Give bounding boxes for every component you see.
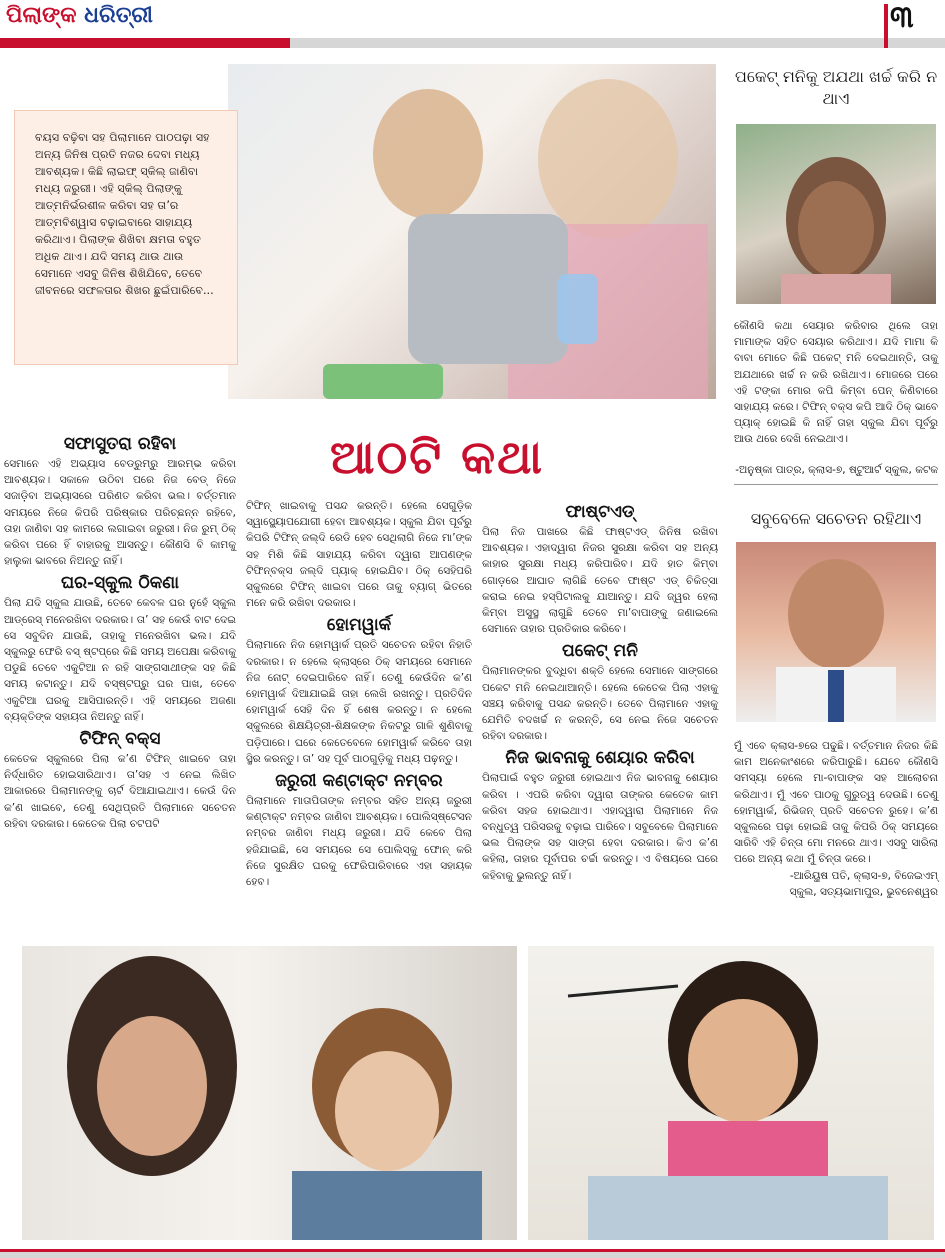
main-title: ଆଠଟି କଥା: [330, 430, 544, 484]
sidebar-2-body: ମୁଁ ଏବେ କ୍ଲାସ-୭ରେ ପଢୁଛି। ବର୍ତ୍ତମାନ ନିଜର କିଛି କାମ ଅନେକାଂଶରେ କରିପାରୁଛି। ଯେବେ କୌଣସି ସମସ୍ୟା ହେଲେ ମା-ବାପାଙ୍କ ସହ ଆଲୋଚନା କରିଥାଏ। ମୁଁ ଏବେ ପାଠକୁ ଗୁରୁତ୍ୱ ଦେଉଛି। ତେଣୁ ହୋମୱାର୍କ, ରିଭିଜନ୍ ପ୍ରତି ସଚେତନ ରୁହେ। କ’ଣ ସ୍କୁଲରେ ପଢ଼ା ହୋଇଛି ତାକୁ କିପରି ଠିକ୍ ସମୟରେ ସାରିବି ଏହି ଚିନ୍ତା ମୋ ମନରେ ଥାଏ। ଏସବୁ ସାରିଲା ପରେ ଅନ୍ୟ କଥା ମୁଁ ଚିନ୍ତା କରେ।: [734, 740, 938, 866]
bottom-photo-mother-son: [22, 946, 517, 1240]
sidebar-2-photo-illustration: [736, 542, 936, 722]
heading-home-school-address: ଘର-ସ୍କୁଲ ଠିକଣା: [60, 573, 180, 594]
column-3: [482, 498, 718, 884]
masthead-part1: ପିଲାଙ୍କ: [6, 2, 77, 28]
sidebar-1-body: କୌଣସି କଥା ସେୟାର କରିବାର ଥିଲେ ତାହା ମାମାଙ୍କ ସହିତ ସେୟାର କରିଥାଏ। ଯଦି ମାମା କି ବାବା ମୋତେ କିଛି ପକେଟ୍ ମନି ଦେଇଥାନ୍ତି, ତାକୁ ଅଯଥାରେ ଖର୍ଚ୍ଚ ନ କରି ରଖିଥାଏ। ମୋଜରେ ପରେ ଏହି ଟଙ୍କା ମୋର କପି କିମ୍ବା ପେନ୍ କିଣିବାରେ ସାହାଯ୍ୟ କରେ। ଟିଫିନ୍ ବକ୍ସ କପି ଆଦି ଠିକ୍ ଭାବେ ପ୍ୟାକ୍ ହୋଇଛି କି ନାହିଁ ତାହା ସ୍କୁଲ ଯିବା ପୂର୍ବରୁ ଆଉ ଥରେ ଦେଖି ନେଇଥାଏ।: [734, 320, 938, 446]
footer-accent-bar: [0, 1249, 945, 1252]
sidebar-1-photo-illustration: [736, 124, 936, 304]
heading-homework: ହୋମୱାର୍କ: [326, 615, 392, 636]
paragraph-home-school-address: ପିଲା ଯଦି ସ୍କୁଲ ଯାଉଛି, ତେବେ କେବଳ ଘର ନୁହେଁ ସ୍କୁଲ ଆଡ୍ରେସ୍ ମନେରଖିବା ଦରକାର। ତା’ ସହ କେଉଁ ବାଟ ଦେଇ ସେ ସବୁଦିନ ଯାଉଛି, ତାହାକୁ ମନେରଖିବା ଭଲ। ଯଦି ସ୍କୁଲରୁ ଫେରି ବସ୍ ଷ୍ଟପ୍‌ରେ କିଛି ସମୟ ଅପେକ୍ଷା କରିବାକୁ ପଡୁଛି ତେବେ ଏକୁଟିଆ ନ ରହି ସାଙ୍ଗସାଥୀଙ୍କ ସହ କିଛି ସମୟ କଟାନ୍ତୁ। ଯଦି ବସ୍‌ଷ୍ଟପ୍‌ରୁ ଘର ପାଖ, ତେବେ ଏକୁଟିଆ ଘରକୁ ଆସିପାରନ୍ତି। ଏହି ସମୟରେ ଅଜଣା ବ୍ୟକ୍ତିଙ୍କ ସହାୟତା ନିଅନ୍ତୁ ନାହିଁ।: [4, 597, 236, 723]
paragraph-tiffin-box: କେତେକ ସ୍କୁଲରେ ପିଲା କ’ଣ ଟିଫିନ୍ ଖାଇବେ ତାହା ନିର୍ଦ୍ଧାରିତ ହୋଇସାରିଥାଏ। ତା’ସହ ଏ ନେଇ ଲିଖିତ ଆକାରରେ ପିଲାମାନଙ୍କୁ ଚାର୍ଟ ଦିଆଯାଇଥାଏ। କେଉଁ ଦିନ କ’ଣ ଖାଇବେ, ତେଣୁ ସେଥିପ୍ରତି ପିଲାମାନେ ସଚେତନ ରହିବା ଦରକାର। କେତେକ ପିଲା ଚଟପଟି: [4, 753, 236, 830]
paragraph-homework: ପିଲାମାନେ ନିଜ ହୋମୱାର୍କ ପ୍ରତି ସଚେତନ ରହିବା ନିହାତି ଦରକାର। ନ ହେଲେ କ୍ଲାସ୍‌ରେ ଠିକ୍ ସମୟରେ ସେମାନେ ନିଜ ନୋଟ୍ ଦେଇପାରିବେ ନାହିଁ। ତେଣୁ କେଉଁଦିନ କ’ଣ ହୋମୱାର୍କ ଦିଆଯାଇଛି ତାହା ଲେଖି ରଖନ୍ତୁ। ପ୍ରତିଦିନ ହୋମୱାର୍କ ସେହି ଦିନ ହିଁ ଶେଷ କରନ୍ତୁ। ନ ହେଲେ ସ୍କୁଲରେ ଶିକ୍ଷୟିତ୍ରୀ-ଶିକ୍ଷକଙ୍କ ନିକଟରୁ ଗାଳି ଶୁଣିବାକୁ ପଡ଼ିପାରେ। ଘରେ କେତେବେଳେ ହୋମୱାର୍କ କରିବେ ତାହା ସ୍ଥିର କରନ୍ତୁ। ତା’ ସହ ପୂର୍ବ ପାଠଗୁଡ଼ିକୁ ମଧ୍ୟ ପଢ଼ନ୍ତୁ।: [246, 639, 472, 765]
sidebar-1-photo-girl: [736, 124, 936, 304]
bottom-photo-left-illustration: [22, 946, 517, 1240]
header-accent-bar: [0, 38, 290, 48]
heading-sharing-feelings: ନିଜ ଭାବନାକୁ ଶେୟାର କରିବା: [505, 748, 695, 769]
bottom-photo-girl-with-pencil: [528, 946, 934, 1240]
sidebar-1-signature: -ଅନୁଷ୍କା ପାତ୍ର, କ୍ଲାସ-୭, ଷ୍ଟୁଆର୍ଟ ସ୍କୁଲ, କଟକ: [735, 464, 938, 476]
column-2: [246, 498, 472, 890]
sidebar-2: [734, 508, 938, 530]
sidebar-1-heading: ପକେଟ୍ ମନିକୁ ଅଯଥା ଖର୍ଚ୍ଚ କରି ନ ଥାଏ: [734, 67, 938, 108]
page-number-rule: [884, 4, 888, 48]
intro-box: ବୟସ ବଢ଼ିବା ସହ ପିଲାମାନେ ପାଠପଢ଼ା ସହ ଅନ୍ୟ ଜିନିଷ ପ୍ରତି ନଜର ଦେବା ମଧ୍ୟ ଆବଶ୍ୟକ। କିଛି ଲାଇଫ୍ ସ୍କିଲ୍ ଜାଣିବା ମଧ୍ୟ ଜରୁରୀ। ଏହି ସ୍କିଲ୍ ପିଲାଙ୍କୁ ଆତ୍ମନିର୍ଭରଶୀଳ କରିବା ସହ ତା’ର ଆତ୍ମବିଶ୍ୱାସ ବଢ଼ାଇବାରେ ସାହାଯ୍ୟ କରିଥାଏ। ପିଲାଙ୍କ ଶିଖିବା କ୍ଷମତା ବହୁତ ଅଧିକ ଥାଏ। ଯଦି ସମୟ ଥାଉ ଥାଉ ସେମାନେ ଏସବୁ ଜିନିଷ ଶିଖିଯିବେ, ତେବେ ଜୀବନରେ ସଫଳତାର ଶିଖର ଛୁଇଁପାରିବେ...: [14, 110, 238, 365]
sidebar-2-signature-line1: -ଆରିୟୁଷ ପତି, କ୍ଲାସ-୭, ବିଜେଇଏମ୍: [789, 870, 938, 882]
sidebar-2-heading: ସବୁବେଳେ ସଚେତନ ରହିଥାଏ: [750, 509, 922, 528]
paragraph-pocket-money: ପିଲାମାନଙ୍କର ବୁଦ୍ଧିବା ଶକ୍ତି ହେଲେ ସେମାନେ ସାଙ୍ଗରେ ପକେଟ ମନି ନେଇଥାଆନ୍ତି। ହେଲେ କେତେକ ପିଲା ଏହାକୁ ସଞ୍ଚୟ କରିବାକୁ ପସନ୍ଦ କରନ୍ତି। ତେବେ ପିଲାମାନେ ଏହାକୁ ଯେମିତି ବଦଖର୍ଚ୍ଚ ନ କରନ୍ତି, ସେ ନେଇ ନିଜେ ସଚେତନ ରହିବା ଦରକାର।: [482, 665, 718, 743]
hero-photo-illustration: [228, 64, 716, 399]
heading-first-aid: ଫାଷ୍ଟଏଡ୍: [565, 502, 635, 522]
paragraph-sharing-feelings: ପିଲାପାଇଁ ବହୁତ ଜରୁରୀ ହୋଇଥାଏ ନିଜ ଭାବନାକୁ ଶେୟାର କରିବା । ଏପରି କରିବା ଦ୍ୱାରା ତାଙ୍କର କେତେକ କାମ କରିବା ସହଜ ହୋଇଥାଏ। ଏହାଦ୍ୱାରା ପିଲାମାନେ ନିଜ ବନ୍ଧୁତ୍ୱ ପରିସରକୁ ବଢ଼ାଇ ପାରିବେ। ସବୁବେଳେ ପିଲାମାନେ ଭଲ ପିଲାଙ୍କ ସହ ସାଙ୍ଗ ହେବା ଦରକାର। କିଏ କ’ଣ କହିଲା, ତାହାର ପୂର୍ବାପର ଚର୍ଚ୍ଚା କରନ୍ତୁ। ଏ ବିଷୟରେ ଘରେ କହିବାକୁ ଭୁଲନ୍ତୁ ନାହିଁ।: [482, 772, 718, 882]
sidebar-1: [734, 66, 938, 110]
paragraph-first-aid: ପିଲା ନିଜ ପାଖରେ କିଛି ଫାଷ୍ଟଏଡ୍ ଜିନିଷ ରଖିବା ଆବଶ୍ୟକ। ଏହାଦ୍ୱାରା ନିଜର ସୁରକ୍ଷା କରିବା ସହ ଅନ୍ୟ କାହାର ସୁରକ୍ଷା ମଧ୍ୟ କରିପାରିବ। ଯଦି ହାତ କିମ୍ବା ଗୋଡ଼ରେ ଆଘାତ ଲାଗିଛି ତେବେ ଫାଷ୍ଟ ଏଡ୍ ଚିକିତ୍ସା କରାଇ ନେଇ ହସ୍‌ପିଟାଲକୁ ଯାଆନ୍ତୁ। ଯଦି ଜ୍ୱର ହେଲା କିମ୍ବା ଅସୁସ୍ଥ ଲାଗୁଛି ତେବେ ମା’ବାପାଙ୍କୁ ଜଣାଇଲେ ସେମାନେ ତାହାର ପ୍ରତିକାର କରିବେ।: [482, 526, 718, 636]
sidebar-2-signature-line2: ସ୍କୁଲ, ସତ୍ୟଭାମାପୁର, ଭୁବନେଶ୍ୱର: [789, 886, 938, 898]
column-1: [4, 430, 236, 832]
paragraph-cleanliness: ସେମାନେ ଏହି ଅଭ୍ୟାସ ବେଡ୍‌ରୁମ୍‌ରୁ ଆରମ୍ଭ କରିବା ଆବଶ୍ୟକ। ସକାଳେ ଉଠିବା ପରେ ନିଜ ବେଡ୍ ନିଜେ ସଜାଡ଼ିବା ଅଭ୍ୟାସରେ ପରିଣତ କରିବା ଭଲ। ବର୍ତ୍ତମାନ ସମୟରେ ନିଜେ କିପରି ପରିଷ୍କାର ପରିଚ୍ଛନ୍ନ ରହିବେ, ତାହା ଜାଣିବା ସହ କାମରେ ଲଗାଇବା ଜରୁରୀ। ନିଜ ରୁମ୍ ଠିକ୍ କରିବା ପରେ ହିଁ ବାହାରକୁ ଆସନ୍ତୁ। କୌଣସି ବି କାମକୁ ହାଲୁକା ଭାବରେ ନିଅନ୍ତୁ ନାହିଁ।: [4, 458, 236, 568]
paragraph-emergency-contact: ପିଲାମାନେ ମାତାପିତାଙ୍କ ନମ୍ବର ସହିତ ଅନ୍ୟ ଜରୁରୀ କଣ୍ଟାକ୍ଟ ନମ୍ବର ଜାଣିବା ଆବଶ୍ୟକ। ପୋଲିସ୍‌ଷ୍ଟେସନ ନମ୍ବର ଜାଣିବା ମଧ୍ୟ ଜରୁରୀ। ଯଦି କେବେ ପିଲା ହଜିଯାଇଛି, ସେ ସମୟରେ ସେ ପୋଲିସ୍‌କୁ ଫୋନ୍ କରି ନିଜେ ସୁରକ୍ଷିତ ଘରକୁ ଫେରିପାରିବାରେ ଏହା ସହାୟକ ହେବ।: [246, 795, 472, 889]
heading-tiffin-box: ଟିଫିନ୍ ବକ୍ସ: [79, 729, 161, 750]
paragraph-tiffin-continued: ଟିଫିନ୍ ଖାଇବାକୁ ପସନ୍ଦ କରନ୍ତି। ହେଲେ ସେଗୁଡ଼ିକ ସ୍ୱାସ୍ଥ୍ୟୋପଯୋଗୀ ହେବା ଆବଶ୍ୟକ। ସ୍କୁଲ ଯିବା ପୂର୍ବରୁ କିପରି ଟିଫିନ୍ ଜଲ୍ଦି ରେଡି ହେବ ସେଥିଲାଗି ନିଜେ ମା’ଙ୍କ ସହ ମିଶି କିଛି ସାହାଯ୍ୟ କରିବା ଦ୍ୱାରା ଆପଣଙ୍କ ଟିଫିନ୍‌ବକ୍ସ ଜଲ୍ଦି ପ୍ୟାକ୍ ହୋଇଯିବ। ଠିକ୍ ସେହିପରି ସ୍କୁଲରେ ଟିଫିନ୍ ଖାଇବା ପରେ ତାକୁ ବ୍ୟାଗ୍ ଭିତରେ ମନେ କରି ରଖିବା ଦରକାର।: [246, 500, 472, 610]
sidebar-divider: [734, 484, 938, 485]
masthead-part2: ଧରିତ୍ରୀ: [84, 2, 153, 28]
heading-pocket-money: ପକେଟ୍ ମନି: [562, 641, 638, 662]
hero-photo-mother-daughter-packing-bag: [228, 64, 716, 399]
page-number: ୩: [890, 0, 914, 35]
sidebar-2-photo-boy: [736, 542, 936, 722]
masthead: [6, 2, 153, 32]
heading-emergency-contact: ଜରୁରୀ କଣ୍ଟାକ୍ଟ ନମ୍ବର: [275, 771, 443, 792]
bottom-photo-right-illustration: [528, 946, 934, 1240]
heading-cleanliness: ସଫାସୁତରା ରହିବା: [63, 434, 177, 454]
